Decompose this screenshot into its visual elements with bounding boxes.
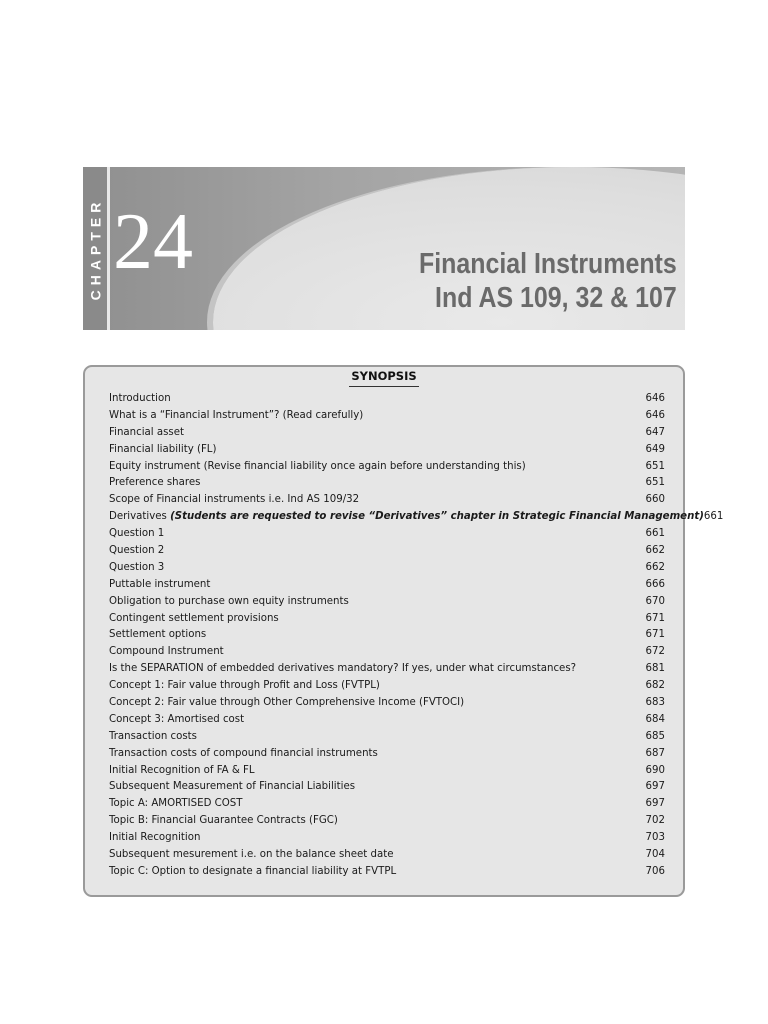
toc-entry: [109, 779, 665, 796]
toc-entry-title: [109, 695, 464, 712]
toc-entry-title: [109, 712, 244, 729]
toc-entry-title: [109, 442, 216, 459]
toc-entry-title: [109, 543, 164, 560]
toc-entry-page: 662: [645, 545, 665, 557]
toc-entry-title-text: Settlement options: [109, 629, 207, 641]
toc-entry: [109, 577, 665, 594]
toc-entry-title: [109, 391, 171, 408]
toc-entry: [109, 560, 665, 577]
toc-entry-title: [109, 644, 224, 661]
toc-entry: [109, 475, 665, 492]
toc-entry: [109, 526, 665, 543]
toc-entry-title-text: Topic C: Option to designate a financial liability at FVTPL: [109, 865, 397, 877]
toc-entry-page: 646: [645, 409, 665, 421]
toc-entry-title: [109, 661, 576, 678]
toc-entry-page: 671: [645, 629, 665, 641]
toc-entry-title-text: Scope of Financial instruments i.e. Ind AS 109/32: [109, 494, 360, 506]
synopsis-list: [109, 391, 724, 881]
synopsis-heading: [85, 369, 683, 387]
toc-entry: [109, 729, 665, 746]
chapter-title: [419, 247, 677, 315]
toc-entry-page: 661: [645, 528, 665, 540]
toc-entry-page: 682: [645, 680, 665, 692]
toc-entry-page: 683: [645, 697, 665, 709]
toc-entry: [109, 763, 665, 780]
toc-entry-title: [109, 560, 164, 577]
toc-entry-page: 651: [645, 477, 665, 489]
toc-entry-title: [109, 594, 349, 611]
banner-strip-divider: [107, 167, 110, 330]
toc-entry-title: [109, 492, 359, 509]
toc-entry-title-text: Derivatives: [109, 511, 171, 523]
toc-entry-title-text: Financial liability (FL): [109, 443, 217, 455]
toc-entry: [109, 492, 665, 509]
toc-entry-page: 697: [645, 781, 665, 793]
toc-entry-title-text: Topic A: AMORTISED COST: [109, 798, 243, 810]
toc-entry-title: [109, 425, 184, 442]
toc-entry: [109, 695, 665, 712]
toc-entry-page: 647: [645, 426, 665, 438]
toc-entry-page: 690: [645, 764, 665, 776]
toc-entry: [109, 442, 665, 459]
toc-entry-page: 681: [645, 663, 665, 675]
toc-entry-title-text: Subsequent Measurement of Financial Liabilities: [109, 781, 356, 793]
toc-entry-title-text: Compound Instrument: [109, 646, 224, 658]
toc-entry: [109, 864, 665, 881]
toc-entry-title: [109, 779, 355, 796]
toc-entry-title: [109, 577, 210, 594]
toc-entry: [109, 796, 665, 813]
toc-entry-page: 670: [645, 595, 665, 607]
toc-entry-page: 697: [645, 798, 665, 810]
toc-entry-title-text: Contingent settlement provisions: [109, 612, 279, 624]
toc-entry-title-text: Puttable instrument: [109, 578, 211, 590]
toc-entry-title-text: Question 3: [109, 561, 165, 573]
toc-entry: [109, 611, 665, 628]
chapter-number: 24: [113, 198, 193, 286]
toc-entry-title-text: Concept 1: Fair value through Profit and Loss (FVTPL): [109, 680, 380, 692]
toc-entry-title-text: Financial asset: [109, 426, 184, 438]
toc-entry-page: 704: [645, 849, 665, 861]
toc-entry-title: [109, 813, 338, 830]
toc-entry-title-text: Initial Recognition of FA & FL: [109, 764, 255, 776]
toc-entry-title: [109, 678, 380, 695]
synopsis-heading-text: SYNOPSIS: [349, 369, 418, 387]
toc-entry-title: [109, 459, 526, 476]
toc-entry-page: 671: [645, 612, 665, 624]
toc-entry-title: [109, 611, 279, 628]
toc-entry-page: 660: [645, 494, 665, 506]
toc-entry: [109, 408, 665, 425]
toc-entry-title-text: Initial Recognition: [109, 832, 201, 844]
toc-entry-page: 685: [645, 730, 665, 742]
toc-entry-title: [109, 475, 200, 492]
toc-entry: [109, 678, 665, 695]
toc-entry-title-text: Equity instrument (Revise financial liability once again before understanding this): [109, 460, 526, 472]
toc-entry-title-text: Subsequent mesurement i.e. on the balance sheet date: [109, 849, 394, 861]
toc-entry-title: [109, 746, 378, 763]
synopsis-box: [83, 365, 724, 897]
chapter-label-text: CHAPTER: [87, 197, 104, 300]
toc-entry-title-text: Transaction costs of compound financial instruments: [109, 747, 378, 759]
toc-entry: [109, 746, 665, 763]
toc-entry-page: 703: [645, 832, 665, 844]
toc-entry-title-text: Is the SEPARATION of embedded derivatives mandatory? If yes, under what circumstances?: [109, 663, 577, 675]
toc-entry: [109, 627, 665, 644]
toc-entry-title: [109, 729, 197, 746]
toc-entry-title: [109, 763, 255, 780]
chapter-title-line1: Financial Instruments: [419, 248, 677, 280]
toc-entry: [109, 425, 665, 442]
toc-entry-title: [109, 509, 704, 526]
toc-entry-title-text: Transaction costs: [109, 730, 197, 742]
toc-entry-page: 687: [645, 747, 665, 759]
toc-entry-page: 702: [645, 815, 665, 827]
chapter-banner: [83, 167, 685, 330]
toc-entry: [109, 644, 665, 661]
toc-entry-page: 684: [645, 713, 665, 725]
toc-entry-title: [109, 830, 200, 847]
toc-entry: [109, 594, 665, 611]
toc-entry-title: [109, 847, 393, 864]
chapter-label: [83, 167, 107, 330]
toc-entry-title-text: Obligation to purchase own equity instruments: [109, 595, 349, 607]
toc-entry-title-text: Concept 2: Fair value through Other Comprehensive Income (FVTOCI): [109, 697, 465, 709]
toc-entry-title-text: Question 1: [109, 528, 165, 540]
toc-entry-title: [109, 627, 206, 644]
toc-entry-page: 646: [645, 393, 665, 404]
toc-entry-page: 649: [645, 443, 665, 455]
toc-entry: [109, 847, 665, 864]
toc-entry-title-text: Topic B: Financial Guarantee Contracts (FGC): [109, 815, 338, 827]
toc-entry: [109, 459, 665, 476]
chapter-title-line2: Ind AS 109, 32 & 107: [435, 282, 677, 314]
toc-entry-note: (Students are requested to revise “Derivatives” chapter in Strategic Financial Management): [170, 511, 704, 523]
toc-entry-title-text: Question 2: [109, 545, 165, 557]
toc-entry-title: [109, 408, 363, 425]
toc-entry: [109, 830, 665, 847]
toc-entry-title-text: Preference shares: [109, 477, 201, 489]
toc-entry: [109, 712, 665, 729]
toc-entry-page: 706: [645, 865, 665, 877]
toc-entry: [109, 509, 724, 526]
toc-entry-title-text: What is a “Financial Instrument”? (Read carefully): [109, 409, 364, 421]
toc-entry-page: 672: [645, 646, 665, 658]
toc-entry-title: [109, 864, 396, 881]
toc-entry-page: 661: [703, 511, 724, 523]
toc-entry-page: 662: [645, 561, 665, 573]
toc-entry-page: 651: [645, 460, 665, 472]
toc-entry: [109, 813, 665, 830]
toc-entry-page: 666: [645, 578, 665, 590]
toc-entry: [109, 391, 665, 408]
toc-entry: [109, 661, 665, 678]
toc-entry-title: [109, 526, 164, 543]
toc-entry-title-text: Concept 3: Amortised cost: [109, 713, 245, 725]
toc-entry: [109, 543, 665, 560]
toc-entry-title: [109, 796, 242, 813]
toc-entry-title-text: Introduction: [109, 393, 171, 404]
